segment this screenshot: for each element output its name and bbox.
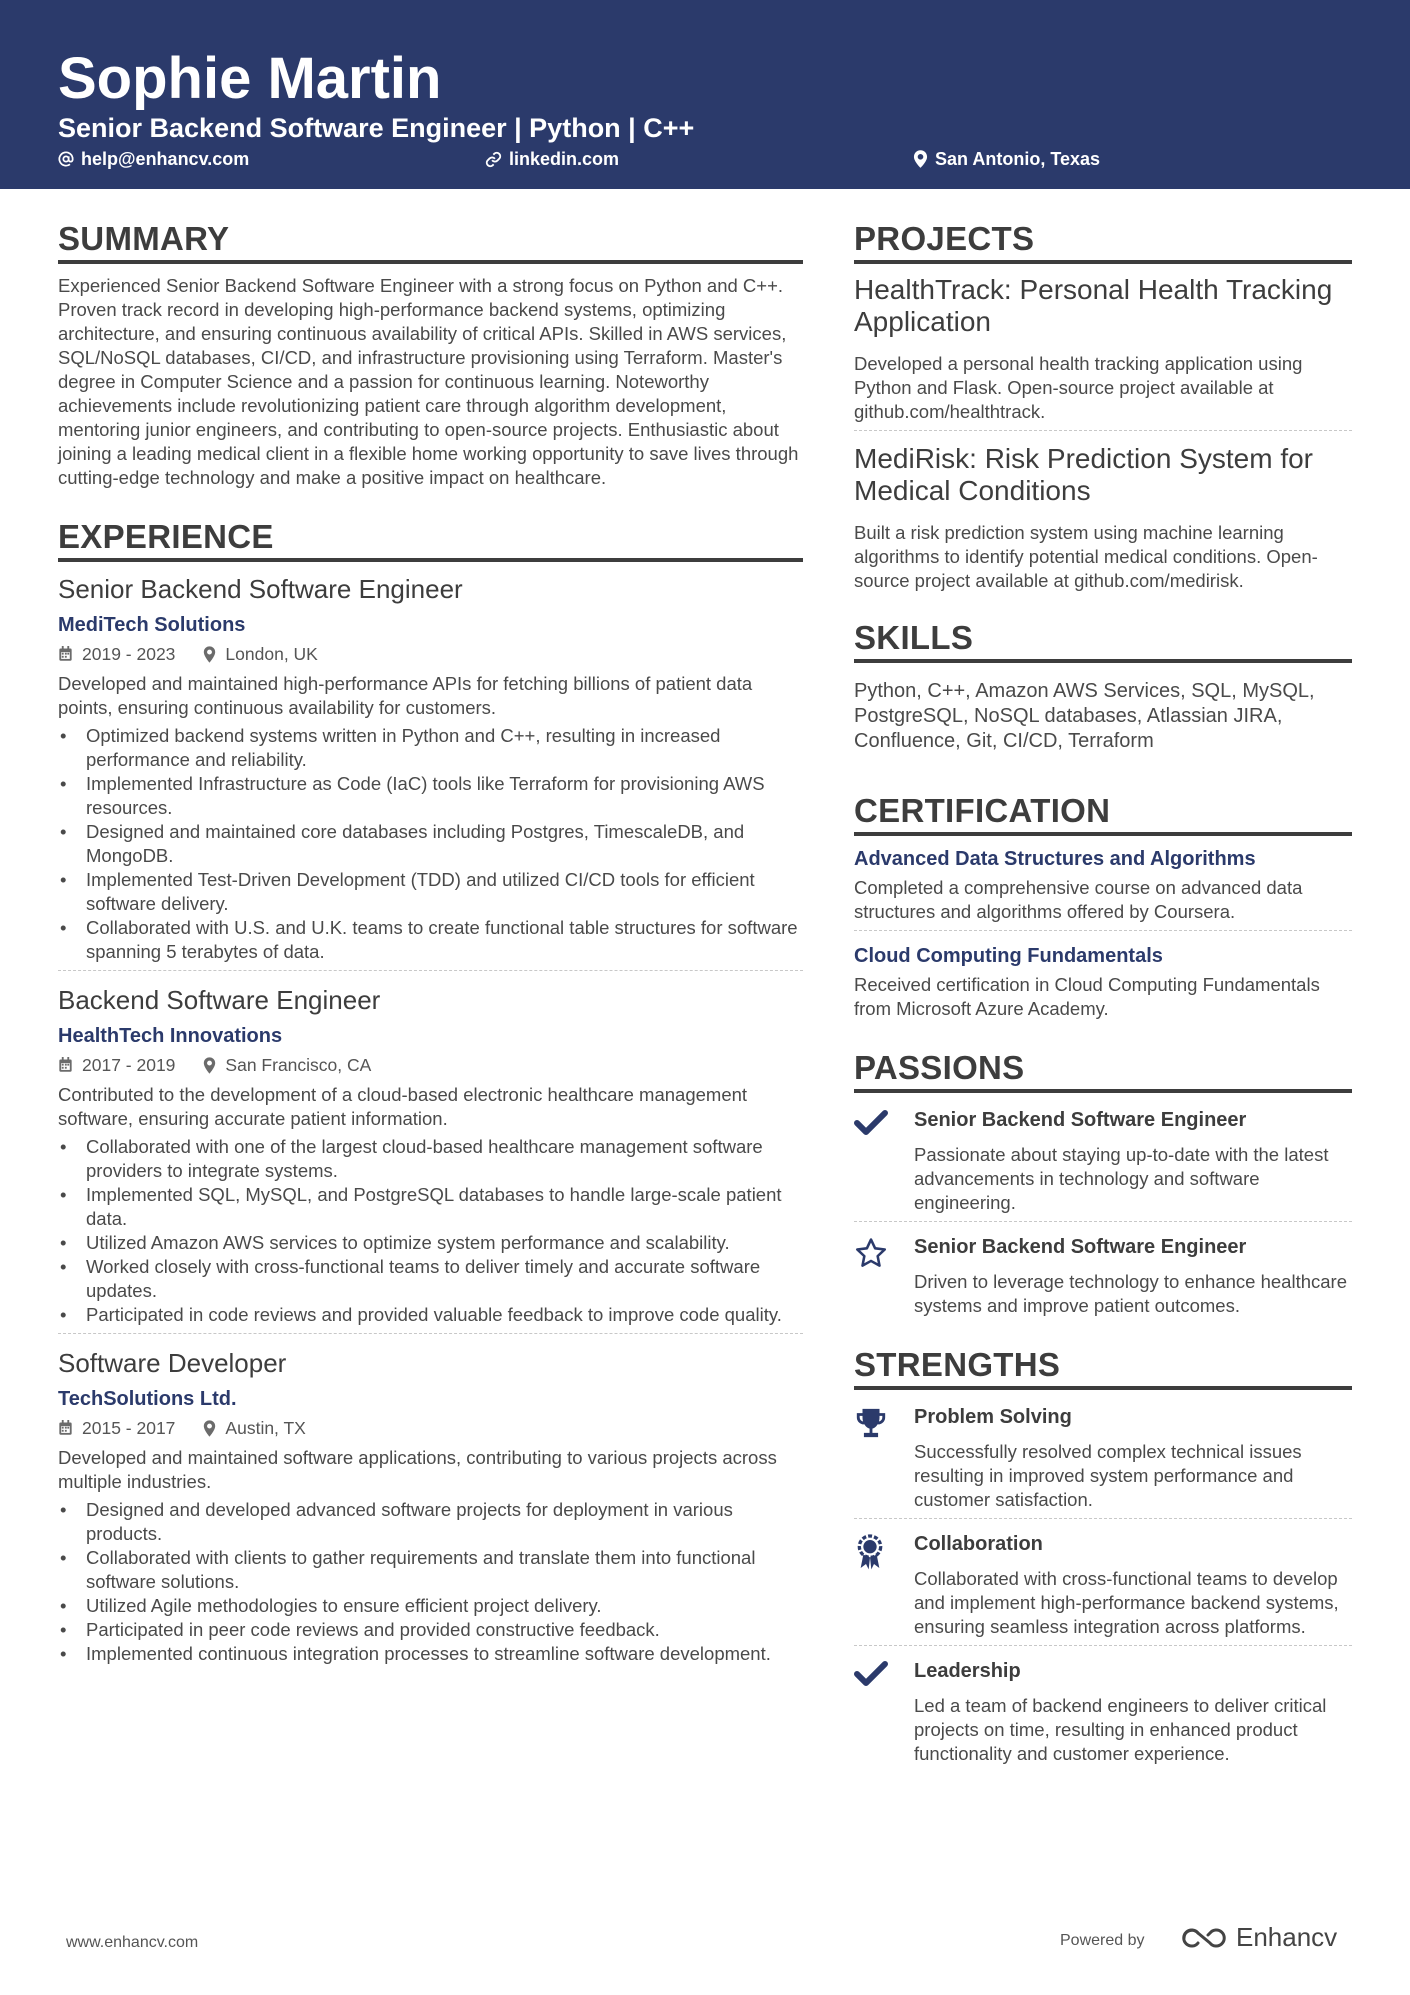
- contact-location-text: San Antonio, Texas: [935, 149, 1101, 169]
- divider: [58, 1333, 803, 1334]
- passion-entry: [854, 1234, 1352, 1318]
- job-description: Contributed to the development of a cloud-based electronic healthcare management software, ensuring accurate patient information.: [58, 1084, 748, 1129]
- footer-brand: [1180, 1922, 1337, 1953]
- right-column: [854, 218, 1352, 1766]
- divider: [854, 1645, 1352, 1646]
- job-bullet: • Participated in peer code reviews and provided constructive feedback.: [58, 1618, 803, 1642]
- strength-icon-wrap: [854, 1658, 914, 1766]
- summary-text: Experienced Senior Backend Software Engineer with a strong focus on Python and C++. Proven track record in developing high-performance backend systems, optimizing architecture, and ensuring continuous availability of critical APIs. Skilled in AWS services, SQL/NoSQL databases, CI/CD, and infrastructure provisioning using Terraform. Master's degree in Computer Science and a passion for continuous learning. Noteworthy achievements include revolutionizing patient care through algorithm development, mentoring junior engineers, and contributing to open-source projects. Enthusiastic about joining a leading medical client in a flexible home working opportunity to save lives through cutting-edge technology and make a positive impact on healthcare.: [58, 275, 799, 488]
- footer-brand-text: Enhancv: [1236, 1922, 1338, 1952]
- at-sign-icon: [58, 151, 74, 167]
- passion-description: Driven to leverage technology to enhance healthcare systems and improve patient outcomes.: [914, 1271, 1347, 1316]
- job-bullet: • Implemented Infrastructure as Code (IaC) tools like Terraform for provisioning AWS resources.: [58, 772, 803, 820]
- project-title: MediRisk: Risk Prediction System for Medical Conditions: [854, 443, 1314, 506]
- job-location: [203, 1053, 371, 1077]
- strength-title: Problem Solving: [914, 1406, 1072, 1428]
- certification-description: Completed a comprehensive course on advanced data structures and algorithms offered by Coursera.: [854, 877, 1303, 922]
- checkmark-icon: [854, 1109, 888, 1137]
- experience-heading: EXPERIENCE: [58, 516, 803, 562]
- divider: [854, 1221, 1352, 1222]
- skills-heading: SKILLS: [854, 617, 1352, 663]
- certification-title: Cloud Computing Fundamentals: [854, 945, 1163, 967]
- contact-email-text: help@enhancv.com: [81, 149, 250, 169]
- location-pin-icon: [203, 1420, 216, 1437]
- award-icon: [854, 1533, 886, 1571]
- contact-link-text: linkedin.com: [509, 149, 620, 169]
- location-pin-icon: [913, 150, 928, 168]
- job-bullet: • Designed and maintained core databases including Postgres, TimescaleDB, and MongoDB.: [58, 820, 803, 868]
- certification-entry: [854, 846, 1352, 924]
- job-bullet: • Collaborated with one of the largest cloud-based healthcare management software providers to integrate systems.: [58, 1135, 803, 1183]
- job-description: Developed and maintained high-performance APIs for fetching billions of patient data points, ensuring continuous availability for customers.: [58, 673, 753, 718]
- project-description: Built a risk prediction system using machine learning algorithms to identify potential medical conditions. Open-source project available at github.com/medirisk.: [854, 522, 1318, 591]
- company-name: TechSolutions Ltd.: [58, 1388, 237, 1410]
- strength-body: [914, 1658, 1352, 1766]
- certification-title: Advanced Data Structures and Algorithms: [854, 848, 1256, 870]
- job-bullet: • Implemented SQL, MySQL, and PostgreSQL databases to handle large-scale patient data.: [58, 1183, 803, 1231]
- job-dates: [58, 1416, 175, 1440]
- passion-entry: [854, 1107, 1352, 1215]
- candidate-name: Sophie Martin: [58, 46, 442, 111]
- job-location-text: London, UK: [225, 644, 318, 664]
- location-pin-icon: [203, 1057, 216, 1074]
- passion-description: Passionate about staying up-to-date with the latest advancements in technology and software engineering.: [914, 1144, 1329, 1213]
- job-bullet: • Collaborated with clients to gather requirements and translate them into functional software solutions.: [58, 1546, 803, 1594]
- passion-body: [914, 1234, 1352, 1318]
- certification-entry: [854, 943, 1352, 1021]
- job-dates: [58, 642, 175, 666]
- job-bullets: [58, 724, 803, 964]
- company-name: HealthTech Innovations: [58, 1025, 283, 1047]
- divider: [58, 970, 803, 971]
- contact-location: [913, 148, 1100, 170]
- passion-icon-wrap: [854, 1234, 914, 1318]
- job-meta: [58, 642, 803, 666]
- left-column: [58, 218, 803, 1666]
- strength-description: Successfully resolved complex technical issues resulting in improved system performance and customer satisfaction.: [914, 1441, 1302, 1510]
- strength-body: [914, 1531, 1352, 1639]
- divider: [854, 430, 1352, 431]
- summary-section: [58, 218, 803, 490]
- projects-heading: PROJECTS: [854, 218, 1352, 264]
- job-dates: [58, 1053, 175, 1077]
- job-description: Developed and maintained software applications, contributing to various projects across multiple industries.: [58, 1447, 777, 1492]
- certification-description: Received certification in Cloud Computing Fundamentals from Microsoft Azure Academy.: [854, 974, 1320, 1019]
- passion-title: Senior Backend Software Engineer: [914, 1109, 1247, 1131]
- job-bullets: [58, 1498, 803, 1666]
- resume-header: [0, 0, 1410, 189]
- divider: [854, 930, 1352, 931]
- job-bullets: [58, 1135, 803, 1327]
- strength-body: [914, 1404, 1352, 1512]
- divider: [854, 1518, 1352, 1519]
- calendar-icon: [58, 1057, 73, 1073]
- candidate-headline: Senior Backend Software Engineer | Python | C++: [58, 113, 695, 143]
- trophy-icon: [854, 1406, 888, 1440]
- passion-icon-wrap: [854, 1107, 914, 1215]
- job-bullet: • Implemented Test-Driven Development (TDD) and utilized CI/CD tools for efficient software delivery.: [58, 868, 803, 916]
- job-location: [203, 1416, 305, 1440]
- strength-title: Collaboration: [914, 1533, 1043, 1555]
- strength-entry: [854, 1531, 1352, 1639]
- strengths-heading: STRENGTHS: [854, 1344, 1352, 1390]
- strengths-section: [854, 1344, 1352, 1766]
- link-icon: [485, 151, 502, 168]
- passions-heading: PASSIONS: [854, 1047, 1352, 1093]
- job-title: Software Developer: [58, 1348, 287, 1378]
- job-bullet: • Worked closely with cross-functional teams to deliver timely and accurate software updates.: [58, 1255, 803, 1303]
- job-bullet: • Designed and developed advanced software projects for deployment in various products.: [58, 1498, 803, 1546]
- job-entry: [58, 572, 803, 964]
- job-dates-text: 2017 - 2019: [82, 1055, 176, 1075]
- location-pin-icon: [203, 646, 216, 663]
- projects-section: [854, 218, 1352, 593]
- calendar-icon: [58, 1420, 73, 1436]
- job-title: Senior Backend Software Engineer: [58, 574, 463, 604]
- calendar-icon: [58, 646, 73, 662]
- passions-section: [854, 1047, 1352, 1318]
- job-bullet: • Participated in code reviews and provided valuable feedback to improve code quality.: [58, 1303, 803, 1327]
- job-location-text: San Francisco, CA: [225, 1055, 372, 1075]
- strength-entry: [854, 1658, 1352, 1766]
- job-entry: [58, 983, 803, 1327]
- strength-description: Led a team of backend engineers to deliver critical projects on time, resulting in enhanced product functionality and customer experience.: [914, 1695, 1327, 1764]
- project-entry: [854, 443, 1352, 593]
- company-name: MediTech Solutions: [58, 614, 246, 636]
- project-description: Developed a personal health tracking application using Python and Flask. Open-source project available at github.com/healthtrack.: [854, 353, 1303, 422]
- strength-title: Leadership: [914, 1660, 1021, 1682]
- job-bullet: • Optimized backend systems written in Python and C++, resulting in increased performance and reliability.: [58, 724, 803, 772]
- summary-heading: SUMMARY: [58, 218, 803, 264]
- strength-icon-wrap: [854, 1531, 914, 1639]
- job-dates-text: 2019 - 2023: [82, 644, 176, 664]
- skills-text: Python, C++, Amazon AWS Services, SQL, MySQL, PostgreSQL, NoSQL databases, Atlassian JIRA, Confluence, Git, CI/CD, Terraform: [854, 680, 1315, 752]
- experience-section: [58, 516, 803, 1666]
- checkmark-icon: [854, 1660, 888, 1688]
- contact-link[interactable]: [485, 148, 619, 170]
- job-entry: [58, 1346, 803, 1666]
- project-entry: [854, 274, 1352, 424]
- star-icon: [854, 1236, 888, 1270]
- skills-section: [854, 617, 1352, 754]
- strength-description: Collaborated with cross-functional teams to develop and implement high-performance backend systems, ensuring seamless integration across platforms.: [914, 1568, 1339, 1637]
- job-bullet: • Implemented continuous integration processes to streamline software development.: [58, 1642, 803, 1666]
- passion-body: [914, 1107, 1352, 1215]
- enhancv-logo-icon: [1180, 1925, 1228, 1951]
- job-bullet: • Collaborated with U.S. and U.K. teams to create functional table structures for software spanning 5 terabytes of data.: [58, 916, 803, 964]
- strength-entry: [854, 1404, 1352, 1512]
- project-title: HealthTrack: Personal Health Tracking Application: [854, 274, 1333, 337]
- job-location-text: Austin, TX: [225, 1418, 306, 1438]
- footer-url[interactable]: www.enhancv.com: [66, 1934, 199, 1951]
- contact-email[interactable]: [58, 148, 249, 170]
- job-title: Backend Software Engineer: [58, 985, 381, 1015]
- job-dates-text: 2015 - 2017: [82, 1418, 176, 1438]
- job-bullet: • Utilized Agile methodologies to ensure efficient project delivery.: [58, 1594, 803, 1618]
- job-meta: [58, 1416, 803, 1440]
- passion-title: Senior Backend Software Engineer: [914, 1236, 1247, 1258]
- certification-heading: CERTIFICATION: [854, 790, 1352, 836]
- footer-powered-by: Powered by: [1060, 1932, 1145, 1949]
- job-location: [203, 642, 317, 666]
- strength-icon-wrap: [854, 1404, 914, 1512]
- job-bullet: • Utilized Amazon AWS services to optimize system performance and scalability.: [58, 1231, 803, 1255]
- job-meta: [58, 1053, 803, 1077]
- certification-section: [854, 790, 1352, 1021]
